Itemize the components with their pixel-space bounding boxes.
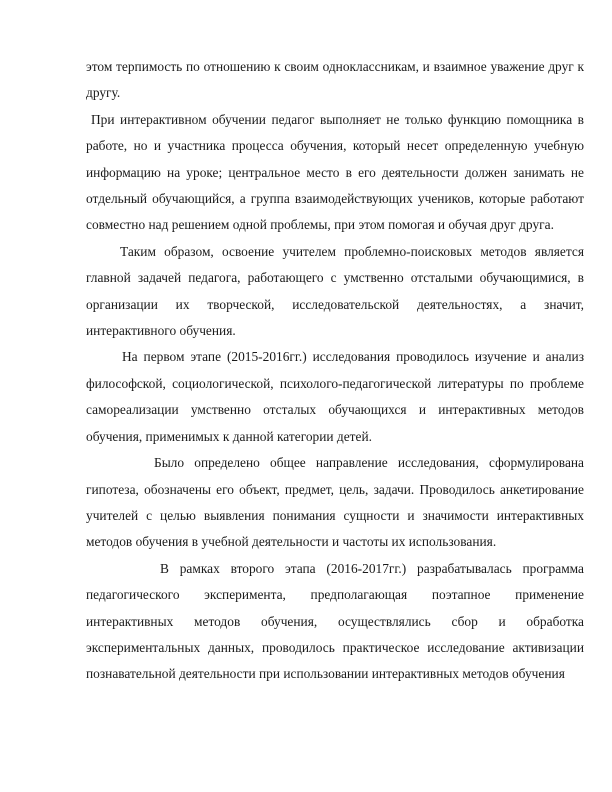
paragraph-interactive-learning: При интерактивном обучении педагог выполняет не только функцию помощника в работе, но и участника процесса обучения, который несет определенную учебную информацию на уроке; центральное место в его деятельности должен занимать не отдельный обучающийся, а группа взаимодействующих учеников, которые работают совместно над решением одной проблемы, при этом помогая и обучая друг друга. [86, 111, 584, 233]
paragraph-first-stage: На первом этапе (2015-2016гг.) исследования проводилось изучение и анализ философской, социологической, психолого-педагогической литературы по проблеме самореализации умственно отсталых обучающихся и интерактивных методов обучения, применимых к данной категории детей. [86, 349, 584, 444]
paragraph-continuation: этом терпимость по отношению к своим одноклассникам, и взаимное уважение друг к другу. [86, 59, 584, 101]
paragraph-second-stage: В рамках второго этапа (2016-2017гг.) разрабатывалась программа педагогического эксперимента, предполагающая поэтапное применение интерактивных методов обучения, осуществлялись сбор и обработка экспериментальных данных, проводилось практическое исследование активизации познавательной деятельности при использовании интерактивных методов обучения [86, 560, 584, 682]
document-body [86, 54, 584, 688]
paragraph-conclusion: Таким образом, освоение учителем проблемно-поисковых методов является главной задачей педагога, работающего с умственно отсталыми обучающимися, в организации их творческой, исследовательской деятельностях, а значит, интерактивного обучения. [86, 243, 584, 339]
paragraph-research-direction: Было определено общее направление исследования, сформулирована гипотеза, обозначены его объект, предмет, цель, задачи. Проводилось анкетирование учителей с целью выявления понимания сущности и значимости интерактивных методов обучения в учебной деятельности и частоты их использования. [86, 455, 584, 550]
